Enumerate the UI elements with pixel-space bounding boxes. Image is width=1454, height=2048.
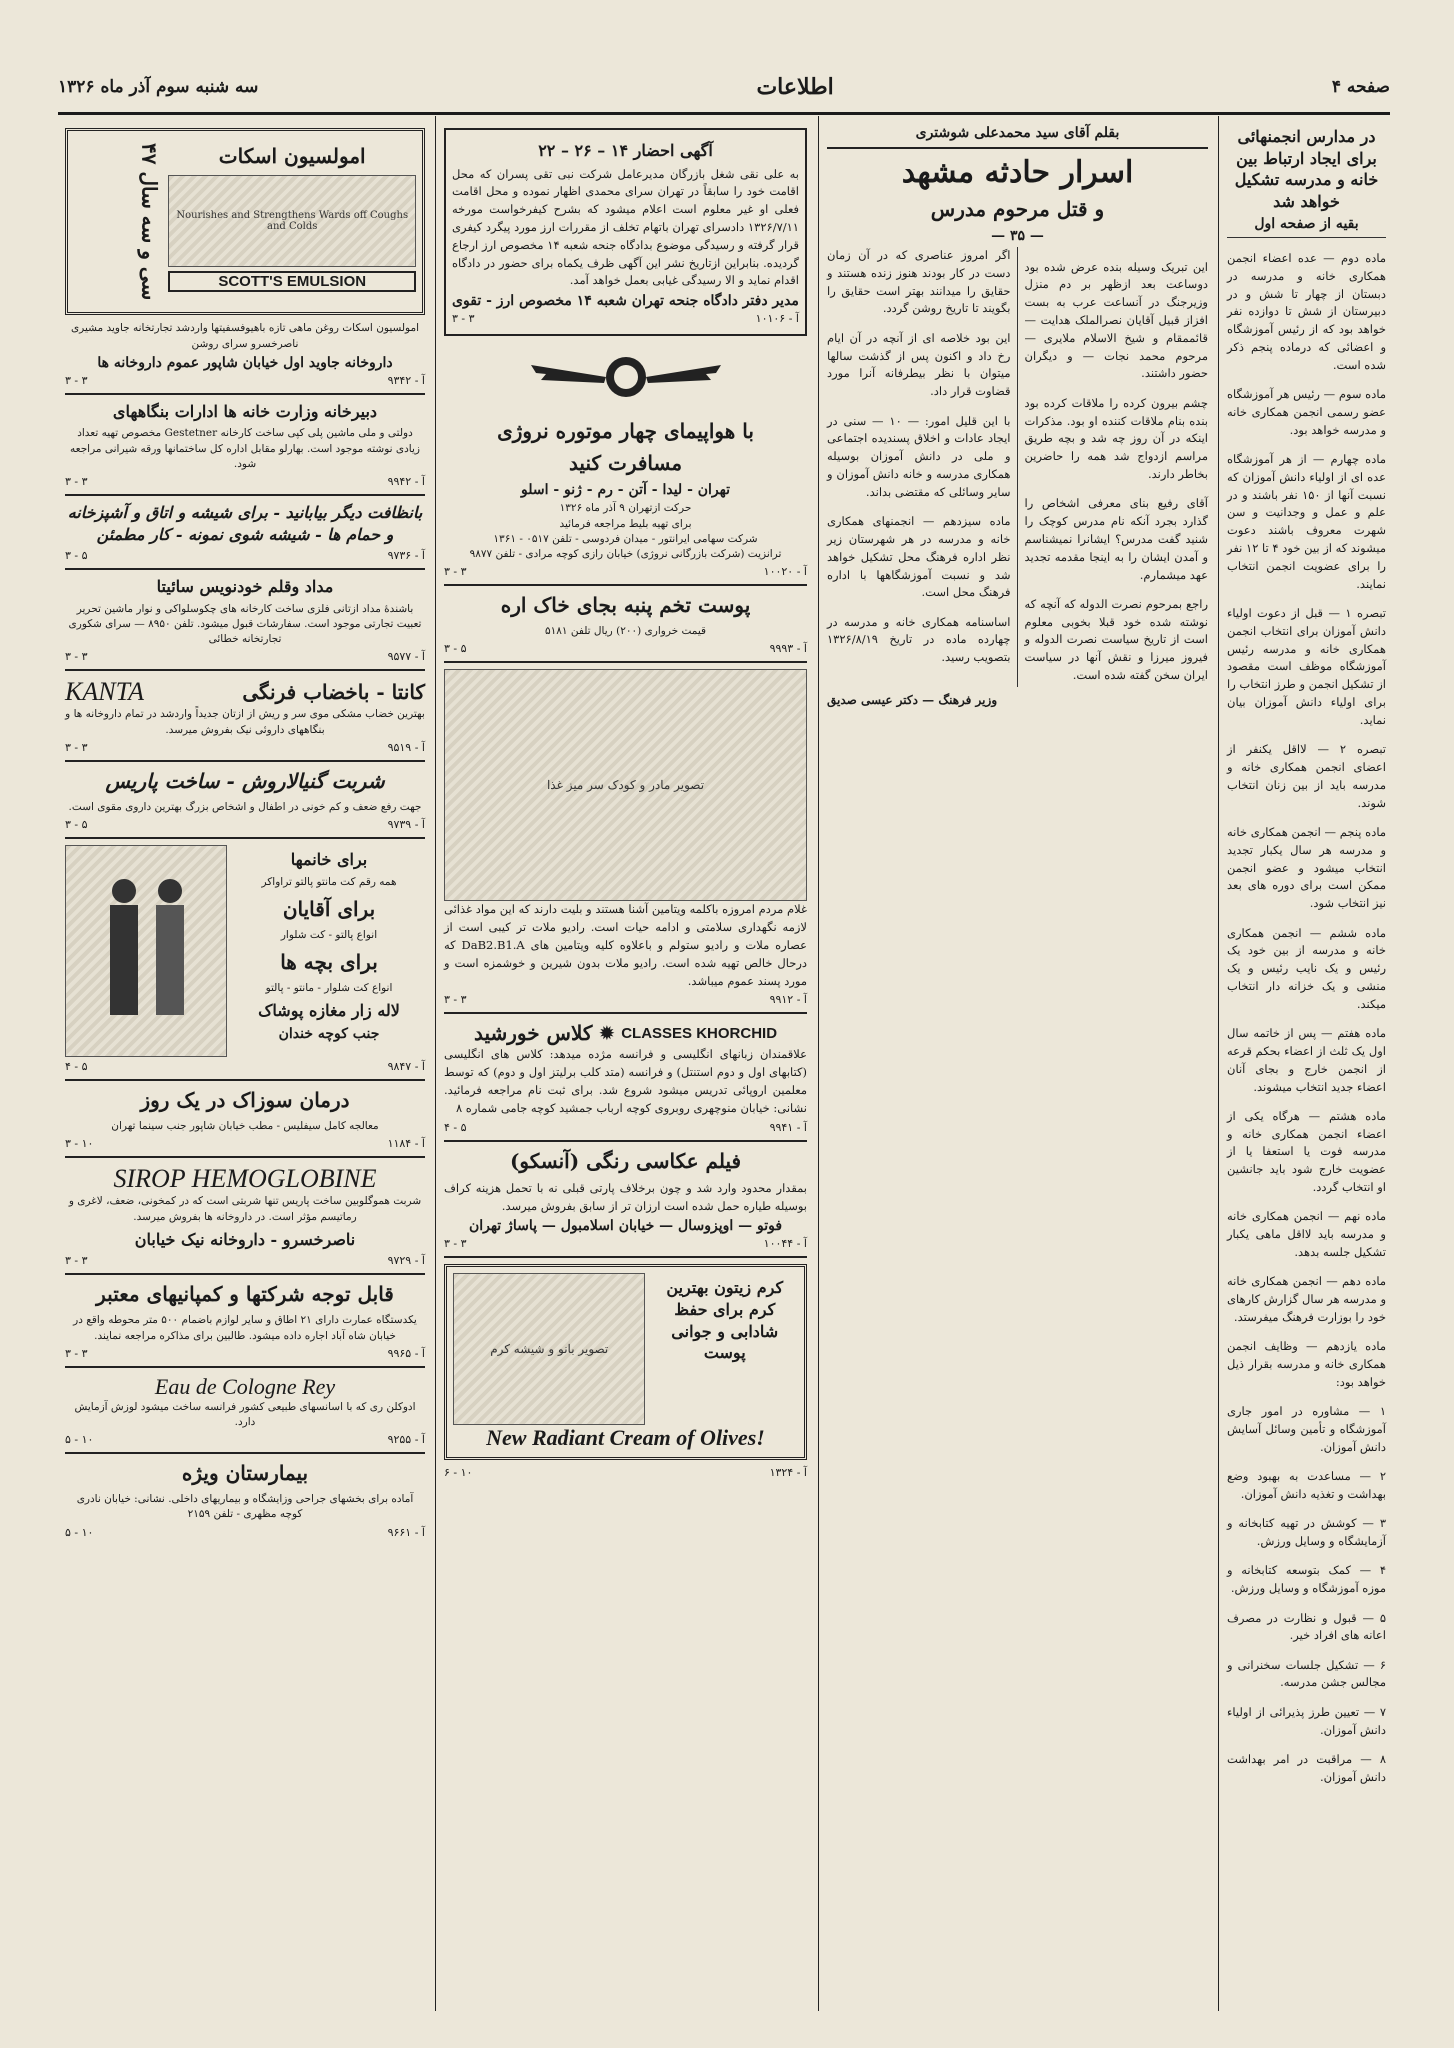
hemoglobine-ref: آ - ۹۷۲۹ — [387, 1254, 425, 1268]
cure-title: درمان سوزاک در یک روز — [140, 1088, 350, 1113]
masthead — [58, 62, 1390, 115]
companies-ad — [65, 1281, 425, 1359]
gestetner-title: دبیرخانه وزارت خانه ها ادارات بنگاههای — [112, 401, 378, 421]
hospital-ad — [65, 1460, 425, 1538]
article-headline: اسرار حادثه مشهد — [901, 155, 1134, 190]
vitamin-text: غلام مردم امروزه باکلمه ویتامین آشنا هستند و بلیت دارند که این مواد غذائی لازمه نگهداری سلامتی و ادامه حیات است. رادیو ملات تر کیبی است از عصاره ملات و رادیو ستولم و باعلاوه کلیه ویتامین های DaB2.B1.A که درحال خالص تهیه شده است. رادیو ملات بدون شیرین و خوشمزه است و مورد پسند عموم میباشد. — [444, 902, 808, 988]
notice-ref: آ - ۱۰۱۰۶ — [755, 312, 799, 326]
companies-ref: آ - ۹۹۶۵ — [387, 1346, 425, 1360]
film-code: ۳ - ۳ — [444, 1237, 467, 1251]
classes-title-latin: CLASSES KHORCHID — [621, 1024, 778, 1042]
cologne-code: ۵ - ۱۰ — [65, 1433, 94, 1447]
kanta-code: ۳ - ۳ — [65, 740, 88, 754]
sun-icon: ✹ — [598, 1021, 616, 1046]
vitamin-ad — [444, 669, 807, 1006]
airline-code: ۳ - ۳ — [444, 565, 467, 579]
kanta-latin: KANTA — [65, 677, 144, 707]
scotts-emulsion-ad — [65, 128, 425, 315]
handwritten-ref: آ - ۹۷۳۶ — [387, 549, 425, 563]
paragraph: آقای رفیع بنای معرفی اشخاص را گذارد بجرد آنکه نام مدرس کوچک را شنید گفت مدرس؟ ایشانرا نمیشناسم و آمدن ایشان را به اینجا مقدمه تجدید عهد میشمارم. — [1024, 496, 1208, 582]
paragraph: ماده پنجم — انجمن همکاری خانه و مدرسه هر سال یکبار تجدید انتخاب میشود و عضو انجمن ممکن است برای دوره های بعد نیز انتخاب شود. — [1227, 824, 1386, 911]
paragraph: راجع بمرحوم نصرت الدوله که آنچه که نوشته شده خود قبلا بخوبی معلوم است از تاریخ سیاست نصرت الدوله و فیروز ميرزا و نقش آنها در سیاست ایران سخن گفته شده است. — [1024, 596, 1208, 683]
hemoglobine-ad — [65, 1164, 425, 1267]
column-ads-center — [435, 116, 815, 2011]
classes-title: کلاس خورشید — [473, 1021, 593, 1046]
hemoglobine-code: ۳ - ۳ — [65, 1254, 88, 1268]
clothing-women-items: همه رقم کت مانتو پالتو تراواکر — [261, 875, 397, 888]
paragraph: تبصره ۲ — لااقل یکنفر از اعضای انجمن همکاری خانه و مدرسه باید از بین زنان انتخاب شوند. — [1227, 742, 1387, 810]
syrup-code: ۳ - ۵ — [65, 818, 88, 832]
hemoglobine-address: ناصرخسرو - داروخانه نیک خیابان — [134, 1229, 356, 1249]
issue-date: سه شنبه سوم آذر ماه ۱۳۲۶ — [58, 77, 259, 97]
paragraph: ماده هشتم — هرگاه یکی از اعضاء انجمن همکاری خانه و مدرسه فوت یا استعفا یا از عضویت خارج شود باید جانشین او انتخاب گردد. — [1227, 1108, 1386, 1195]
cologne-ref: آ - ۹۲۵۵ — [387, 1433, 425, 1447]
olives-ref: آ - ۱۳۲۴ — [769, 1466, 807, 1480]
pencil-text: باشندهٔ مداد ازتانی فلزی ساخت کارخانه های چکوسلواکی و نوار ماشین تحریر تعبیت تجارتی موجود است. سفارشات قبول میشود. تلفن ۸۹۵۰ — سرای شکوری تجارتخانه خطائی — [68, 602, 422, 646]
scotts-ref: آ - ۹۳۴۲ — [387, 373, 425, 387]
article-part: — ۳۵ — — [991, 228, 1044, 244]
classes-text: علاقمندان زبانهای انگلیسی و فرانسه مژده میدهد: کلاس های انگلیسی (کتابهای اول و دوم استنتل) و فرانسه (متد کلب برلیتز اول و دوم) که توسط معلمین اروپائی تدریس میشود شروع شد. برای ثبت نام مراجعه فرمائید. نشانی: خیابان منوچهری روبروی کوچه ارباب جمشید کوچه جامی شماره ۸ — [444, 1047, 807, 1115]
paragraph: ۲ — مساعدت به بهبود وضع بهداشت و تغذیه دانش آموزان. — [1227, 1469, 1386, 1501]
companies-title: قابل توجه شرکتها و کمپانیهای معتبر — [96, 1282, 394, 1307]
airline-title: با هواپیمای چهار موتوره نروژی — [497, 419, 754, 444]
couple-icon — [86, 861, 206, 1041]
hospital-text: آماده برای بخشهای جراحی وزایشگاه و بیماریهای داخلی. نشانی: خیابان نادری کوچه مظهری - تلفن ۲۱۵۹ — [76, 1493, 414, 1521]
paragraph: ۶ — تشکیل جلسات سخنرانی و مجالس جشن مدرسه. — [1227, 1657, 1386, 1690]
syrup-title: شربت گنیالاروش - ساخت پاریس — [105, 768, 385, 793]
scotts-text: امولسیون اسکات روغن ماهی تازه باهیوفسفیتها واردشد تجارتخانه جاوید مشیری ناصرخسرو سرای روشن — [70, 322, 420, 350]
kanta-ref: آ - ۹۵۱۹ — [387, 740, 425, 754]
woman-cream-illustration: تصویر بانو و شیشه کرم — [453, 1273, 645, 1425]
gestetner-code: ۳ - ۳ — [65, 474, 88, 488]
handwritten-ad — [65, 502, 425, 562]
vitamin-code: ۳ - ۳ — [444, 993, 467, 1007]
paragraph: با این قلیل امور: — ۱۰ — سنی در ایجاد عادات و اخلاق پسندیده اجتماعی و ملی در دانش آموزان بوسیله همکاری مدرسه و خانه دانش آموزان و سایر وسائلی که مقتضی بداند. — [827, 413, 1011, 499]
paragraph: اساسنامه همکاری خانه و مدرسه در چهارده ماده در تاریخ ۱۳۲۶/۸/۱۹ بتصویب رسید. — [827, 614, 1011, 665]
article-body — [827, 247, 1208, 687]
airline-departure: حرکت ازتهران ۹ آذر ماه ۱۳۲۶ — [559, 502, 692, 515]
gestetner-ad — [65, 401, 425, 488]
signature: وزیر فرهنگ — دکتر عیسی صدیق — [827, 693, 998, 708]
scotts-address: داروخانه جاوید اول خیابان شاپور عموم داروخانه ها — [97, 354, 393, 371]
paragraph: ۷ — تعیین طرز پذیرائی از اولیاء دانش آموزان. — [1227, 1704, 1386, 1737]
paragraph: ماده نهم — انجمن همکاری خانه و مدرسه باید لااقل ماهی یکبار تشکیل جلسه بدهد. — [1227, 1209, 1386, 1259]
clothing-women: برای خانمها — [290, 850, 368, 870]
olives-code: ۶ - ۱۰ — [444, 1466, 473, 1480]
scotts-title: امولسیون اسکات — [218, 144, 366, 168]
kanta-text: بهترین خضاب مشکی موی سر و ریش از ازتان جدیداً واردشد در تمام داروخانه ها و بنگاههای داروئی نیک بفروش میرسد. — [65, 708, 425, 736]
clothing-kids: برای بچه ها — [280, 950, 378, 975]
paragraph: ماده یازدهم — وظایف انجمن همکاری خانه و مدرسه بقرار ذیل خواهد بود: — [1227, 1339, 1386, 1389]
column-ads-left — [57, 116, 433, 2011]
paragraph: ۴ — کمک بتوسعه کتابخانه و موزه آموزشگاه و وسایل ورزش. — [1227, 1563, 1386, 1596]
airline-agent: شرکت سهامی ایرانتور - میدان فردوسی - تلفن ۰۵۱۷ - ۱۳۶۱ — [493, 532, 758, 545]
airline-subtitle: مسافرت کنید — [568, 451, 683, 476]
gestetner-text: دولتی و ملی ماشین پلی کپی ساخت کارخانه Gestetner مخصوص تهیه تعداد زیادی نوشته موجود است. بهارلو مقابل اداره کل ساختمانها ورقه شیرانی مراجعه شود. — [70, 427, 420, 470]
pencil-code: ۳ - ۳ — [65, 650, 88, 664]
syrup-text: جهت رفع ضعف و کم خونی در اطفال و اشخاص بزرگ بهترین داروی مقوی است. — [68, 800, 422, 813]
clothing-code: ۴ - ۵ — [65, 1060, 88, 1074]
seeds-code: ۳ - ۵ — [444, 642, 467, 656]
airline-agent-2: ترانزیت (شرکت بازرگانی نروژی) خیابان رازی کوچه مرادی - تلفن ۹۸۷۷ — [469, 547, 782, 560]
classes-ad — [444, 1020, 807, 1133]
paragraph: ۳ — کوشش در تهیه کتابخانه و آزمایشگاه و وسایل ورزش. — [1227, 1516, 1386, 1549]
paragraph: ماده دهم — انجمن همکاری خانه و مدرسه هر سال گزارش کارهای خود را بوزارت فرهنگ میفرستد. — [1227, 1274, 1386, 1324]
paragraph: ماده هفتم — پس از خاتمه سال اول یک ثلث از اعضاء بحکم قرعه از انجمن خارج و بجای آنان اعضاء جدید انتخاب میشوند. — [1227, 1026, 1386, 1094]
airline-ref: آ - ۱۰۰۲۰ — [763, 565, 807, 579]
article-body — [1227, 250, 1386, 1787]
paragraph: اگر امروز عناصری که در آن زمان دست در کار بودند هنوز زنده هستند و حقایق را میدانند بهتر است حقایق را بگویند تا تاریخ روشن گردد. — [827, 248, 1011, 316]
classes-ref: آ - ۹۹۴۱ — [769, 1120, 807, 1134]
handwritten-code: ۳ - ۵ — [65, 549, 88, 563]
continued-label: بقیه از صفحه اول — [1254, 216, 1359, 233]
cure-ad — [65, 1087, 425, 1150]
column-education — [1218, 116, 1394, 2011]
article-title: در مدارس انجمنهائی برای ایجاد ارتباط بین خانه و مدرسه تشکیل خواهد شد — [1234, 127, 1379, 211]
companies-text: یکدستگاه عمارت دارای ۲۱ اطاق و سایر لوازم باضمام ۵۰۰ متر محوطه واقع در خیابان شاه آباد اجاره داده میشود. طالبین برای مذاکره مراجعه نمایند. — [73, 1314, 417, 1342]
hemoglobine-text: شربت هموگلوبین ساخت پاریس تنها شربتی است که در کمخونی، ضعف، لاغری و رماتیسم مؤثر است. در داروخانه ها بفروش میرسد. — [68, 1195, 422, 1223]
clothing-ref: آ - ۹۸۴۷ — [387, 1060, 425, 1074]
vitamin-ref: آ - ۹۹۱۲ — [769, 993, 807, 1007]
olives-fa-text: کرم زیتون بهترین کرم برای حفظ شادابی و جوانی پوست — [666, 1278, 784, 1363]
film-address: فوتو — اوپزوسال — خیابان اسلامبول — پاساژ تهران — [468, 1218, 783, 1235]
clothing-men-items: انواع پالتو - کت شلوار — [280, 928, 378, 941]
paragraph: چشم بیرون کرده را ملاقات کرده بود بنده بنام ملاقات کننده او بود. مذکرات اینکه در آن روز چه شد و بچه طریق مراسم ازدواج شد همه را حاضرین بخاطر دارند. — [1024, 395, 1208, 481]
paragraph: ماده سوم — رئیس هر آموزشگاه عضو رسمی انجمن همکاری خانه و مدرسه خواهد بود. — [1227, 387, 1386, 437]
notice-text: به علی نقی شغل بازرگان مدیرعامل شرکت نبی تقی پسران که محل اقامت خود را سابقاً در تهران سرای محمدی اظهار نموده و محل اقامت فعلی او غیر معلوم است اعلام میشود که بشرح کیفرخواست مورخه ۱۳۲۶/۷/۱۱ دادسرای تهران باتهام تخلف از مقررات ارز مورد پیگرد کیفری قرار گرفته و رسیدگی موضوع بدادگاه جنحه شعبه ۱۴ مخصوص ارز ارجاع گردیده. بنابراین ازتاریخ نشر این آگهی ظرف یکماه برای حضور در دادگاه اقدام نماید و الا رسیدگی غیابی بعمل خواهد آمد. — [452, 166, 799, 288]
syrup-ad — [65, 768, 425, 831]
classes-code: ۴ - ۵ — [444, 1120, 467, 1134]
paragraph: ۱ — مشاوره در امور جاری آموزشگاه و تأمین وسائل آسایش دانش آموزان. — [1227, 1404, 1386, 1454]
film-ad — [444, 1148, 807, 1251]
cure-ref: آ - ۱۱۸۴ — [387, 1137, 425, 1151]
paragraph: تبصره ۱ — قبل از دعوت اولیاء دانش آموزان برای انتخاب انجمن همکاری خانه و مدرسه رئیس آموزشگاه موظف است مقصود از تشکیل انجمن و طرز انتخاب را برای اولیاء دانش آموزان بیان نماید. — [1227, 606, 1387, 727]
clothing-ad — [65, 845, 425, 1057]
film-text: بمقدار محدود وارد شد و چون برخلاف پارتی قبلی نه با تحمل هزینه کراف بوسیله طیاره حمل شده است ارزان تر از سابق بفروش میرسد. — [444, 1180, 807, 1213]
author-byline: بقلم آقای سید محمدعلی شوشتری — [915, 125, 1120, 141]
kanta-title: کانتا - باخضاب فرنگی — [242, 680, 425, 705]
scotts-tag: Nourishes and Strengthens Wards off Coughs and Colds — [168, 175, 416, 267]
olives-brand: New Radiant Cream of Olives! — [486, 1425, 765, 1451]
notice-signature: مدیر دفتر دادگاه جنحه تهران شعبه ۱۴ مخصوص ارز - تقوی — [452, 293, 799, 310]
airline-ticket: برای تهیه بلیط مراجعه فرمائید — [559, 517, 692, 530]
scotts-brand: SCOTT'S EMULSION — [168, 271, 416, 292]
seeds-text: قیمت خرواری (۲۰۰) ریال تلفن ۵۱۸۱ — [544, 625, 707, 638]
paragraph: ۸ — مراقبت در امر بهداشت دانش آموزان. — [1227, 1751, 1386, 1784]
cure-code: ۳ - ۱۰ — [65, 1137, 94, 1151]
hospital-ref: آ - ۹۶۶۱ — [387, 1525, 425, 1539]
handwritten-text: بانظافت دیگر بیابانید - برای شیشه و اتاق و آشپزخانه و حمام ها - شیشه شوی نمونه - کار مطمئن — [67, 502, 423, 544]
hemoglobine-title: SIROP HEMOGLOBINE — [113, 1164, 377, 1194]
paragraph: ماده سیزدهم — انجمنهای همکاری خانه و مدرسه در هر شهرستان زیر نظر اداره فرهنگ محل تشکیل خواهد شد و نسبت آموزشگاهها با اداره فرهنگ محل است. — [827, 514, 1011, 600]
pencil-title: مداد وقلم خودنویس سائیتا — [156, 577, 334, 597]
paragraph: ماده چهارم — از هر آموزشگاه عده ای از اولیاء دانش آموزان که نسبت آنها از ۱۵۰ نفر باشند و در علم و عمل و وجدانیت و سن شهرت معروف باشند دعوت میشوند که از بین خود ۴ تا ۱۲ نفر را برای عضویت انجمن انتخاب نمایند. — [1227, 452, 1387, 591]
clothing-men: برای آقایان — [282, 896, 376, 921]
companies-code: ۳ - ۳ — [65, 1346, 88, 1360]
pencil-ad — [65, 576, 425, 663]
scotts-code: ۳ - ۳ — [65, 373, 88, 387]
hospital-code: ۵ - ۱۰ — [65, 1525, 94, 1539]
seeds-title: پوست تخم پنبه بجای خاک اره — [500, 593, 751, 618]
paragraph: ۵ — قبول و نظارت در مصرف اعانه های افراد خیر. — [1227, 1610, 1386, 1643]
mother-child-illustration: تصویر مادر و کودک سر میز غذا — [444, 669, 807, 901]
scotts-year: سی و سه سال ۴۷ — [137, 143, 162, 301]
kanta-ad — [65, 677, 425, 753]
airline-route: تهران - لیدا - آتن - رم - ژنو - اسلو — [520, 482, 730, 499]
notice-title: آگهی احضار ۱۴ – ۲۶ – ۲۲ — [538, 141, 713, 160]
film-title: فیلم عکاسی رنگی (آنسکو) — [509, 1148, 742, 1173]
clothing-figures-illustration — [65, 845, 227, 1057]
paragraph: ماده ششم — انجمن همکاری خانه و مدرسه از بین خود یک رئیس و یک نایب رئیس و یک منشی و یک خزانه دار انتخاب میکند. — [1227, 925, 1386, 1011]
seeds-ad — [444, 592, 807, 655]
cologne-title: Eau de Cologne Rey — [154, 1373, 336, 1399]
notice-code: ۳ - ۳ — [452, 312, 475, 326]
paragraph: این بود خلاصه ای از آنچه در آن ایام رخ داد و اکنون پس از گذشت سالها میتوان با نظر بیطرفانه آنرا مورد قضاوت قرار داد. — [827, 330, 1011, 399]
paragraph: این تبریک وسیله بنده عرض شده بود دوساعت بعد ازظهر بر دم منزل وزیرجنگ در آنساعت عرب به بست افزاز قبیل آقایان نصرالملک هدایت — قائممقام و شیخ الاسلام ملایری — مرحوم محمد نجات — و دیگران حضور داشتند. — [1024, 259, 1208, 381]
wings-icon — [526, 347, 726, 407]
hospital-title: بیمارستان ویژه — [181, 1461, 309, 1486]
airline-ad — [444, 418, 807, 578]
film-ref: آ - ۱۰۰۴۴ — [763, 1237, 807, 1251]
court-notice — [444, 128, 807, 336]
clothing-shop: لاله زار مغازه پوشاک — [258, 1001, 400, 1021]
page-number: صفحه ۴ — [1331, 77, 1390, 97]
gestetner-ref: آ - ۹۹۴۲ — [387, 474, 425, 488]
seeds-ref: آ - ۹۹۹۳ — [769, 642, 807, 656]
cologne-ad — [65, 1374, 425, 1446]
pencil-ref: آ - ۹۵۷۷ — [387, 650, 425, 664]
syrup-ref: آ - ۹۷۳۹ — [387, 818, 425, 832]
column-mashhad-article — [818, 116, 1216, 2011]
cologne-text: ادوکلن ری که با اسانسهای طبیعی کشور فرانسه ساخت میشود لوزش آزمایش دارد. — [74, 1400, 416, 1428]
clothing-location: جنب کوچه خندان — [278, 1025, 380, 1042]
clothing-kids-items: انواع کت شلوار - مانتو - پالتو — [265, 982, 393, 995]
article-subheadline: و قتل مرحوم مدرس — [930, 197, 1105, 221]
olives-cream-ad — [444, 1264, 807, 1460]
cure-text: معالجه کامل سیفلیس - مطب خیابان شاپور جنب سینما تهران — [111, 1120, 379, 1133]
airline-wings-logo — [444, 342, 807, 412]
paragraph: ماده دوم — عده اعضاء انجمن همکاری خانه و مدرسه در دبستان از چهار تا شش و در دبیرستان از شش تا دوازده نفر خواهد بود که از رئیس آموزشگاه و اعضائی که درماده پنجم ذکر شده است. — [1227, 250, 1386, 372]
newspaper-name: اطلاعات — [756, 74, 834, 100]
